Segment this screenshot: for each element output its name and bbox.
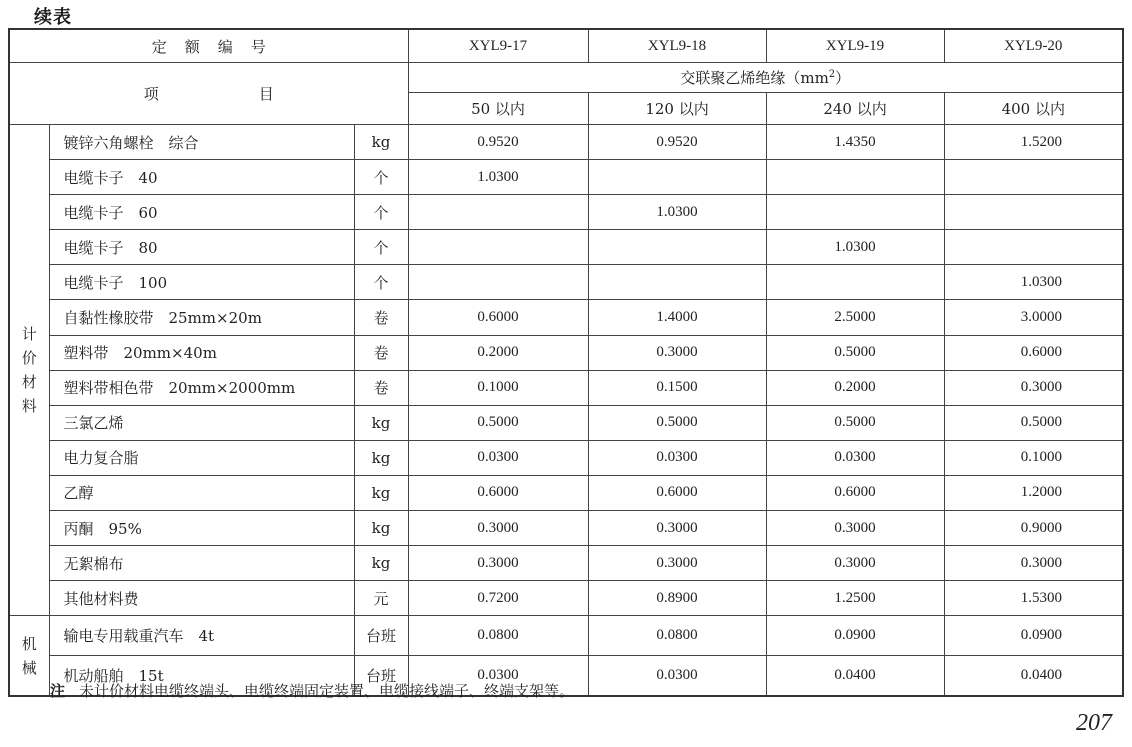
insulation-type-header: 交联聚乙烯绝缘$(mm^2)$ (408, 63, 1123, 93)
quota-table (8, 28, 1124, 697)
value-cell: 0.3000 (408, 511, 588, 546)
continuation-title: 续表 (34, 7, 72, 28)
table-row (9, 511, 1123, 546)
unit: kg (354, 125, 408, 160)
quota-code-4: XYL9-20 (944, 29, 1123, 63)
value-cell: 0.0800 (408, 616, 588, 656)
unit: kg (354, 440, 408, 475)
value-cell (408, 195, 588, 230)
value-cell: 0.5000 (766, 405, 944, 440)
table-row (9, 265, 1123, 300)
table-row (9, 475, 1123, 510)
value-cell: 0.7200 (408, 581, 588, 616)
value-cell: 0.0900 (766, 616, 944, 656)
value-cell: 1.2500 (766, 581, 944, 616)
spec-1: 50 以内 (408, 93, 588, 125)
value-cell: 0.5000 (766, 335, 944, 370)
value-cell: 0.6000 (408, 475, 588, 510)
value-cell: 1.5300 (944, 581, 1123, 616)
value-cell: 0.2000 (408, 335, 588, 370)
unit: 卷 (354, 300, 408, 335)
quota-code-label: 定额编号 (9, 29, 408, 63)
value-cell: 1.0300 (588, 195, 766, 230)
footnote-text: 未计价材料电缆终端头、电缆终端固定装置、电缆接线端子、终端支架等。 (79, 682, 575, 700)
value-cell: 0.3000 (766, 546, 944, 581)
unit: 台班 (354, 616, 408, 656)
category-char: 机 (21, 634, 37, 653)
quota-code-2: XYL9-18 (588, 29, 766, 63)
footnote (50, 680, 574, 701)
value-cell: 0.0400 (766, 656, 944, 697)
category-char: 料 (21, 397, 37, 416)
value-cell (944, 195, 1123, 230)
unit: 个 (354, 230, 408, 265)
item-name: 塑料带 20mm×40m (49, 335, 354, 370)
value-cell: 0.9520 (588, 125, 766, 160)
value-cell: 1.0300 (408, 160, 588, 195)
header-row-code (9, 29, 1123, 63)
value-cell: 0.3000 (766, 511, 944, 546)
spec-4: 400 以内 (944, 93, 1123, 125)
category-char: 械 (21, 658, 37, 677)
value-cell: 1.5200 (944, 125, 1123, 160)
table-row (9, 370, 1123, 405)
unit: 个 (354, 265, 408, 300)
value-cell: 0.2000 (766, 370, 944, 405)
value-cell: 0.6000 (766, 475, 944, 510)
value-cell: 0.0300 (408, 440, 588, 475)
value-cell: 0.1000 (944, 440, 1123, 475)
value-cell: 0.5000 (408, 405, 588, 440)
item-name: 电缆卡子 40 (49, 160, 354, 195)
item-name: 电力复合脂 (49, 440, 354, 475)
value-cell: 2.5000 (766, 300, 944, 335)
value-cell: 0.3000 (408, 546, 588, 581)
page-number: 207 (1076, 710, 1112, 736)
item-name: 乙醇 (49, 475, 354, 510)
category-cell (9, 125, 49, 616)
table-row (9, 195, 1123, 230)
item-name: 无絮棉布 (49, 546, 354, 581)
value-cell: 0.5000 (944, 405, 1123, 440)
item-header-char-a: 项 (143, 85, 159, 103)
item-name: 自黏性橡胶带 25mm×20m (49, 300, 354, 335)
table-row (9, 230, 1123, 265)
table-row (9, 335, 1123, 370)
value-cell: 0.1000 (408, 370, 588, 405)
quota-code-3: XYL9-19 (766, 29, 944, 63)
value-cell: 0.0900 (944, 616, 1123, 656)
value-cell (944, 230, 1123, 265)
unit: 元 (354, 581, 408, 616)
value-cell: 0.0300 (766, 440, 944, 475)
value-cell: 1.0300 (944, 265, 1123, 300)
table-row (9, 546, 1123, 581)
value-cell: 1.2000 (944, 475, 1123, 510)
unit: kg (354, 511, 408, 546)
quota-code-1: XYL9-17 (408, 29, 588, 63)
value-cell (766, 160, 944, 195)
value-cell: 0.0300 (408, 656, 588, 697)
value-cell: 0.0300 (588, 656, 766, 697)
item-name: 输电专用载重汽车 4t (49, 616, 354, 656)
category-char: 价 (21, 349, 37, 368)
value-cell (408, 230, 588, 265)
value-cell: 0.6000 (944, 335, 1123, 370)
spec-2: 120 以内 (588, 93, 766, 125)
value-cell: 0.8900 (588, 581, 766, 616)
unit: kg (354, 475, 408, 510)
category-cell (9, 616, 49, 697)
value-cell: 0.1500 (588, 370, 766, 405)
value-cell: 0.9520 (408, 125, 588, 160)
item-name: 塑料带相色带 20mm×2000mm (49, 370, 354, 405)
item-name: 机动船舶 15t (49, 656, 354, 697)
footnote-label: 注 (50, 682, 66, 700)
table-row (9, 160, 1123, 195)
value-cell: 0.3000 (588, 511, 766, 546)
item-header-char-b: 目 (258, 85, 274, 103)
value-cell: 0.6000 (588, 475, 766, 510)
value-cell (408, 265, 588, 300)
value-cell: 0.9000 (944, 511, 1123, 546)
item-name: 电缆卡子 60 (49, 195, 354, 230)
value-cell: 0.3000 (944, 546, 1123, 581)
table-row (9, 616, 1123, 656)
value-cell (588, 230, 766, 265)
value-cell: 0.6000 (408, 300, 588, 335)
item-name: 三氯乙烯 (49, 405, 354, 440)
item-name: 镀锌六角螺栓 综合 (49, 125, 354, 160)
item-header (9, 63, 408, 125)
category-char: 计 (21, 325, 37, 344)
unit: kg (354, 405, 408, 440)
category-char: 材 (21, 373, 37, 392)
spec-3: 240 以内 (766, 93, 944, 125)
unit: 卷 (354, 370, 408, 405)
table-row (9, 440, 1123, 475)
value-cell: 1.0300 (766, 230, 944, 265)
unit: 台班 (354, 656, 408, 697)
value-cell (944, 160, 1123, 195)
item-name: 电缆卡子 100 (49, 265, 354, 300)
value-cell: 0.5000 (588, 405, 766, 440)
table-row (9, 405, 1123, 440)
table-row (9, 581, 1123, 616)
value-cell: 3.0000 (944, 300, 1123, 335)
unit: kg (354, 546, 408, 581)
unit: 个 (354, 160, 408, 195)
value-cell (766, 195, 944, 230)
value-cell (588, 265, 766, 300)
value-cell: 0.0400 (944, 656, 1123, 697)
item-name: 其他材料费 (49, 581, 354, 616)
table-row (9, 300, 1123, 335)
value-cell: 0.0300 (588, 440, 766, 475)
value-cell (766, 265, 944, 300)
table-row (9, 125, 1123, 160)
value-cell: 1.4000 (588, 300, 766, 335)
value-cell: 0.3000 (944, 370, 1123, 405)
header-row-type (9, 63, 1123, 93)
value-cell (588, 160, 766, 195)
unit: 卷 (354, 335, 408, 370)
item-name: 丙酮 95% (49, 511, 354, 546)
value-cell: 0.3000 (588, 335, 766, 370)
materials-section (9, 125, 1123, 616)
unit: 个 (354, 195, 408, 230)
value-cell: 1.4350 (766, 125, 944, 160)
value-cell: 0.0800 (588, 616, 766, 656)
value-cell: 0.3000 (588, 546, 766, 581)
item-name: 电缆卡子 80 (49, 230, 354, 265)
